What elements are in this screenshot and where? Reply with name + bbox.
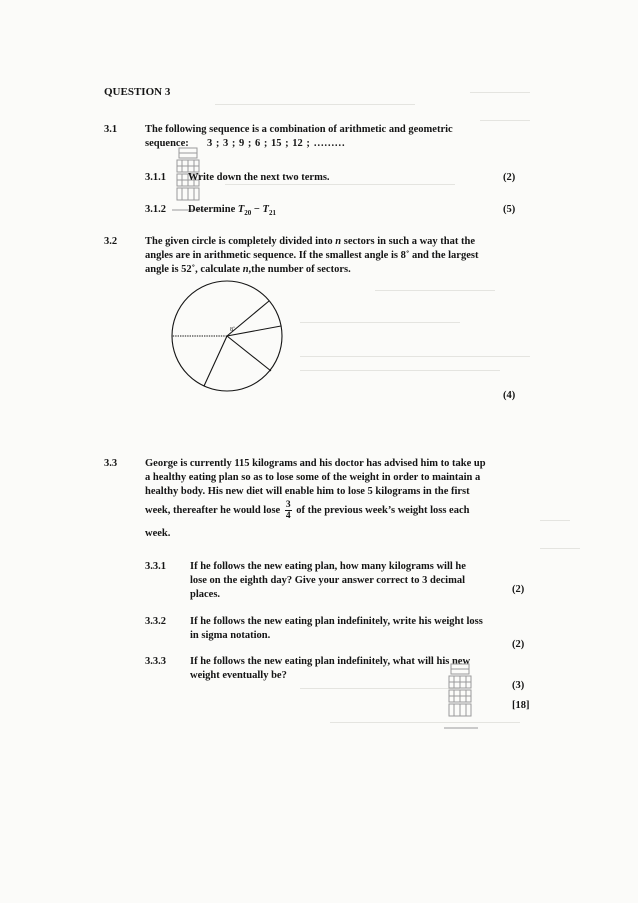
show-through-line	[300, 356, 530, 357]
q331-line3: places.	[190, 589, 221, 600]
show-through-line	[470, 92, 530, 93]
q332-number: 3.3.2	[145, 616, 166, 627]
q312-term-a: T	[237, 204, 245, 215]
q32-line1-suffix: sectors in such a way that the	[343, 236, 475, 247]
q32-line2: angles are in arithmetic sequence. If the smallest angle is 8˚ and the largest	[145, 250, 479, 261]
q312-sub-a: 20	[244, 209, 252, 218]
q333-line2: weight eventually be?	[190, 670, 287, 681]
q332-line1: If he follows the new eating plan indefinitely, write his weight loss	[190, 616, 483, 627]
show-through-line	[300, 370, 500, 371]
q32-line1	[145, 235, 475, 249]
q33-line1: George is currently 115 kilograms and his doctor has advised him to take up	[145, 458, 486, 469]
show-through-line	[300, 322, 460, 323]
q331-number: 3.3.1	[145, 561, 166, 572]
q32-number: 3.2	[104, 236, 118, 247]
q32-line1-prefix: The given circle is completely divided into	[145, 236, 333, 247]
sector-line	[227, 326, 281, 336]
q33-line4-suffix: of the previous week’s weight loss each	[296, 504, 470, 516]
show-through-line	[480, 120, 530, 121]
q33-line5: week.	[145, 528, 171, 539]
q312-number: 3.1.2	[145, 204, 166, 215]
q312-prefix: Determine	[188, 204, 236, 215]
q31-number: 3.1	[104, 124, 118, 135]
sector-line	[227, 336, 271, 371]
total-marks: [18]	[512, 700, 530, 711]
q311-number: 3.1.1	[145, 172, 166, 183]
q331-line2: lose on the eighth day? Give your answer correct to 3 decimal	[190, 575, 466, 586]
q33-line3: healthy body. His new diet will enable him to lose 5 kilograms in the first	[145, 486, 470, 497]
q331-marks: (2)	[512, 584, 525, 595]
q31-line1: The following sequence is a combination of arithmetic and geometric	[145, 124, 453, 135]
q333-marks: (3)	[512, 680, 525, 691]
show-through-line	[300, 688, 460, 689]
sector-circle-diagram	[160, 278, 295, 408]
q33-line4	[145, 500, 469, 521]
q331-line1: If he follows the new eating plan, how many kilograms will he	[190, 561, 466, 572]
q312-marks: (5)	[503, 204, 516, 215]
q333-line1: If he follows the new eating plan indefinitely, what will his new	[190, 656, 471, 667]
q32-var-n: n	[335, 236, 342, 247]
fraction-numerator: 3	[285, 500, 291, 510]
q311-text: Write down the next two terms.	[188, 172, 330, 183]
show-through-line	[330, 722, 520, 723]
q312-term-b: T	[262, 204, 269, 215]
angle-label: 8˚	[230, 327, 235, 333]
q333-number: 3.3.3	[145, 656, 166, 667]
show-through-line	[215, 104, 415, 105]
q32-line3-suffix: ,the number of sectors.	[248, 264, 351, 275]
q332-line2: in sigma notation.	[190, 630, 271, 641]
tower-stamp-icon	[444, 662, 478, 736]
q332-marks: (2)	[512, 639, 525, 650]
q32-marks: (4)	[503, 390, 516, 401]
question-title: QUESTION 3	[104, 86, 171, 98]
fraction-denominator: 4	[285, 511, 291, 521]
fraction	[285, 500, 292, 521]
q312-sub-b: 21	[268, 209, 276, 218]
q32-line3-prefix: angle is 52˚, calculate	[145, 264, 241, 275]
show-through-line	[540, 548, 580, 549]
q32-var-n: n	[242, 264, 249, 275]
q312-text	[188, 203, 276, 220]
q312-minus: −	[251, 204, 263, 215]
sector-line	[204, 336, 227, 386]
show-through-line	[540, 520, 570, 521]
q31-seq-terms: 3 ; 3 ; 9 ; 6 ; 15 ; 12 ; ………	[207, 138, 345, 149]
q32-line3	[145, 263, 351, 277]
q311-marks: (2)	[503, 172, 516, 183]
q33-line2: a healthy eating plan so as to lose some of the weight in order to maintain a	[145, 472, 481, 483]
show-through-line	[375, 290, 495, 291]
q33-line4-prefix: week, thereafter he would lose	[145, 504, 281, 516]
q31-seq-label: sequence:	[145, 138, 189, 149]
q33-number: 3.3	[104, 458, 118, 469]
